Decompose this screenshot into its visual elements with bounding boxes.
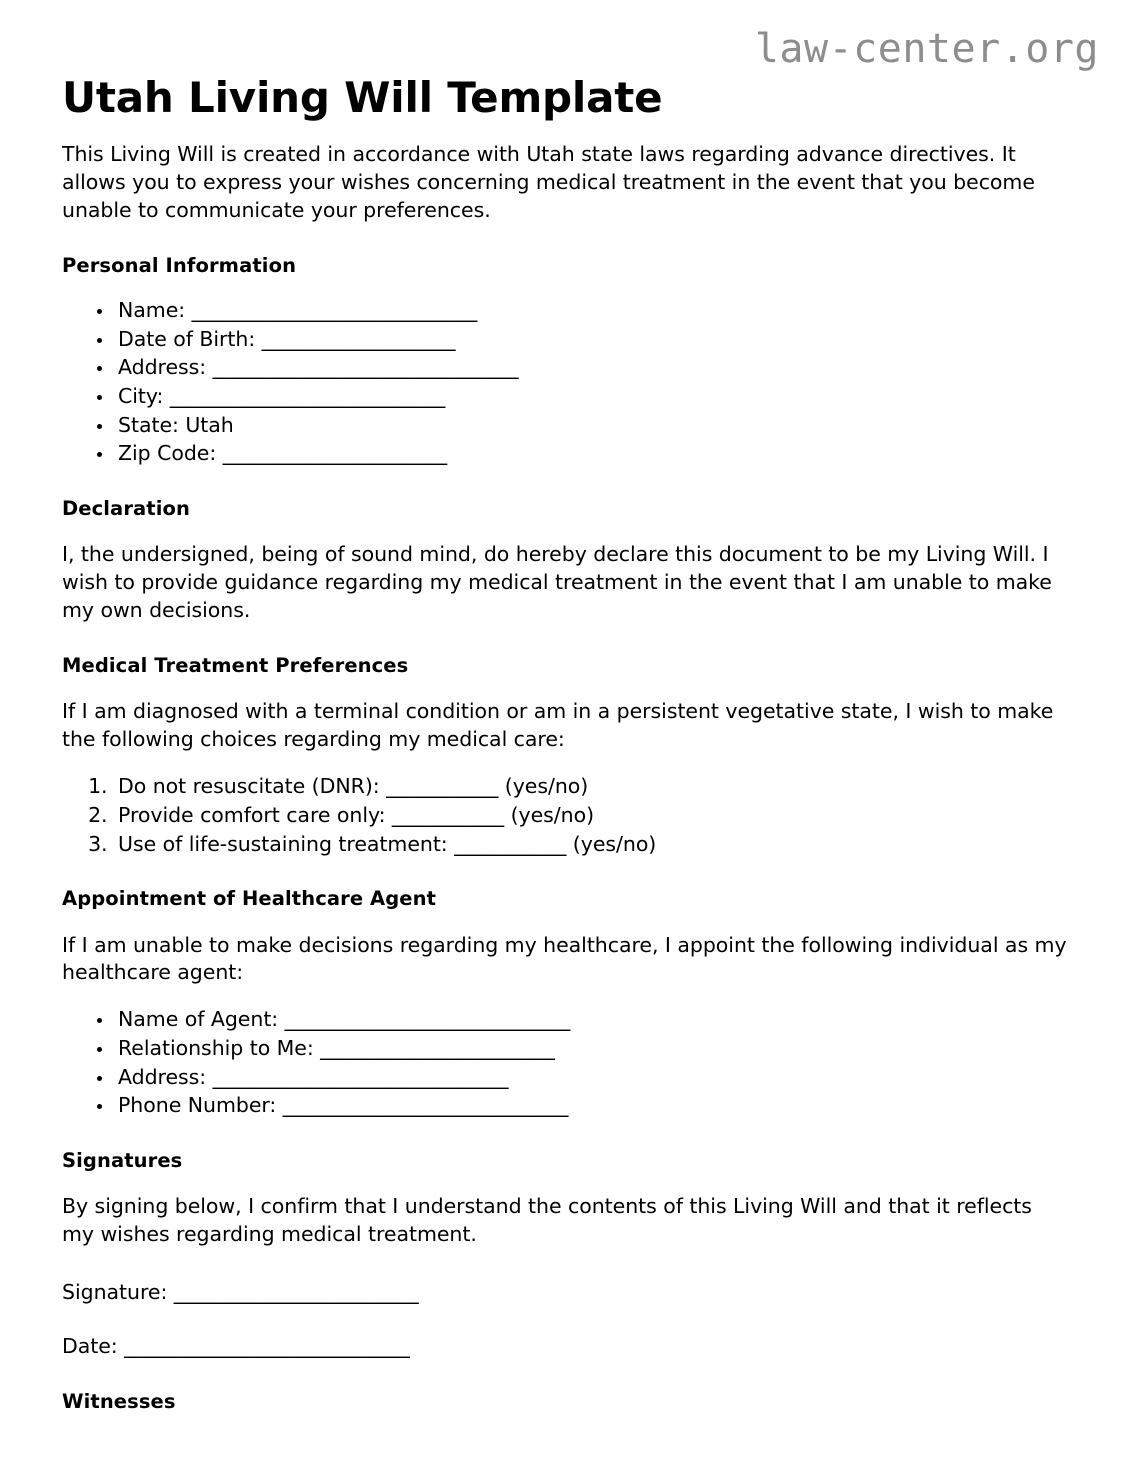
- section-heading-appointment-of-healthcare-agent: Appointment of Healthcare Agent: [62, 887, 437, 911]
- section-heading-medical-treatment-preferences: Medical Treatment Preferences: [62, 654, 409, 678]
- page-title: Utah Living Will Template: [62, 73, 663, 122]
- list-item: • Name of Agent: ____________________________: [114, 1005, 1071, 1034]
- signature-field-line: Signature: ________________________: [62, 1280, 419, 1305]
- section-heading-witnesses: Witnesses: [62, 1389, 176, 1413]
- list-item: 3. Use of life-sustaining treatment: ___________ (yes/no): [114, 830, 1071, 859]
- healthcare-agent-list: [62, 987, 1071, 1120]
- list-item: • Address: _____________________________: [114, 1063, 1071, 1092]
- list-item: • Phone Number: ____________________________: [114, 1091, 1071, 1120]
- list-item: 2. Provide comfort care only: ___________ (yes/no): [114, 801, 1071, 830]
- date-field-line: Date: ____________________________: [62, 1334, 410, 1359]
- intro-paragraph: This Living Will is created in accordance with Utah state laws regarding advance directives. It allows you to express your wishes concerning medical treatment in the event that you become unable to communicate your preferences.: [62, 142, 1035, 222]
- list-item: • State: Utah: [114, 411, 1071, 440]
- list-item: • Date of Birth: ___________________: [114, 325, 1071, 354]
- list-item: • City: ___________________________: [114, 382, 1071, 411]
- medical-treatment-choices-list: [62, 754, 1071, 858]
- signatures-paragraph: By signing below, I confirm that I understand the contents of this Living Will and that it reflects my wishes regarding medical treatment.: [62, 1194, 1032, 1247]
- list-item: • Name: ____________________________: [114, 296, 1071, 325]
- site-watermark: law-center.org: [754, 26, 1099, 72]
- healthcare-agent-paragraph: If I am unable to make decisions regarding my healthcare, I appoint the following individual as my healthcare agent:: [62, 932, 1067, 985]
- list-item: 1. Do not resuscitate (DNR): ___________ (yes/no): [114, 772, 1071, 801]
- section-heading-personal-information: Personal Information: [62, 253, 297, 277]
- medical-treatment-paragraph: If I am diagnosed with a terminal condition or am in a persistent vegetative state, I wish to make the following choices regarding my medical care:: [62, 699, 1054, 752]
- list-item: • Address: ______________________________: [114, 353, 1071, 382]
- list-item: • Zip Code: ______________________: [114, 439, 1071, 468]
- declaration-paragraph: I, the undersigned, being of sound mind, do hereby declare this document to be my Living Will. I wish to provide guidance regarding my medical treatment in the event that I am unable to make my own decisions.: [62, 542, 1052, 623]
- personal-information-list: [62, 278, 1071, 468]
- section-heading-declaration: Declaration: [62, 497, 190, 521]
- section-heading-signatures: Signatures: [62, 1149, 183, 1173]
- list-item: • Relationship to Me: _______________________: [114, 1034, 1071, 1063]
